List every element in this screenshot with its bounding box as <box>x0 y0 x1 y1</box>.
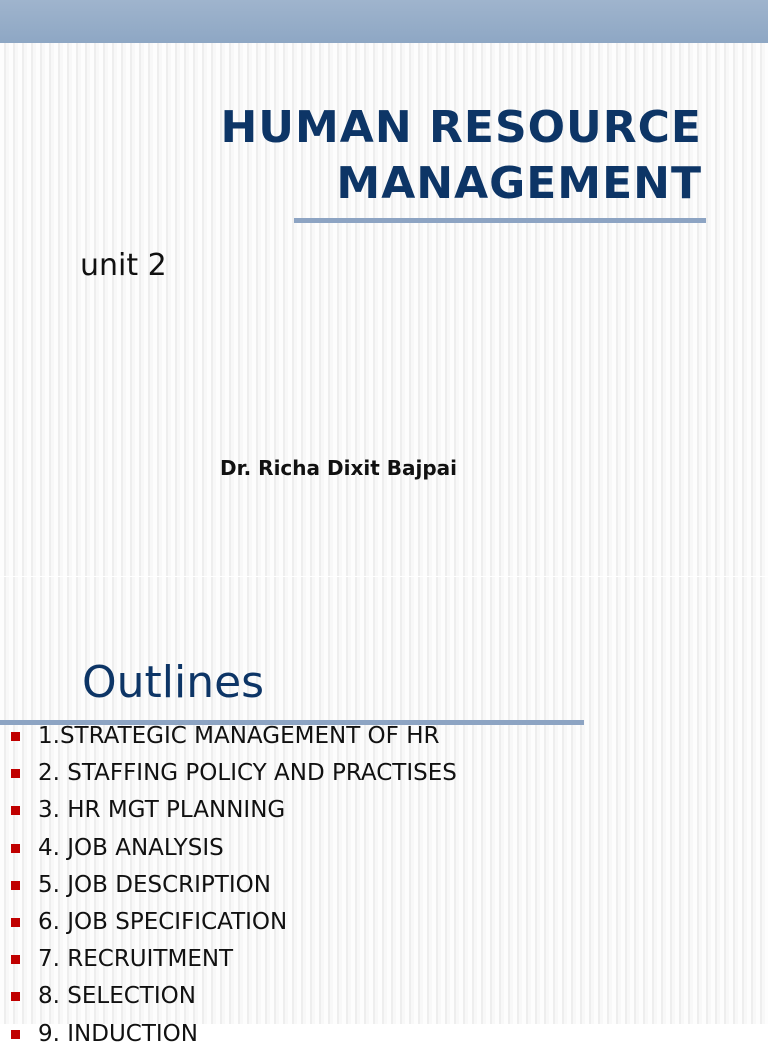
square-bullet-icon <box>11 769 20 778</box>
square-bullet-icon <box>11 955 20 964</box>
square-bullet-icon <box>11 806 20 815</box>
square-bullet-icon <box>11 992 20 1001</box>
author-name: Dr. Richa Dixit Bajpai <box>220 456 457 480</box>
outline-item-text: 5. JOB DESCRIPTION <box>38 871 271 898</box>
outline-item <box>0 941 457 978</box>
outline-item-text: 3. HR MGT PLANNING <box>38 797 286 824</box>
title-line-1: HUMAN RESOURCE <box>220 102 702 153</box>
slide-subtitle: unit 2 <box>80 248 167 283</box>
outline-list <box>0 718 457 1053</box>
slide-header-bar <box>0 0 768 43</box>
outline-item-text: 4. JOB ANALYSIS <box>38 834 224 861</box>
outline-item <box>0 978 457 1015</box>
square-bullet-icon <box>11 918 20 927</box>
square-bullet-icon <box>11 881 20 890</box>
square-bullet-icon <box>11 844 20 853</box>
slide-title <box>142 100 702 212</box>
outline-item <box>0 792 457 829</box>
outline-item-text: 7. RECRUITMENT <box>38 946 234 973</box>
outline-item <box>0 904 457 941</box>
outline-item <box>0 755 457 792</box>
outline-item <box>0 867 457 904</box>
outline-item <box>0 1016 457 1053</box>
square-bullet-icon <box>11 1030 20 1039</box>
outline-item <box>0 830 457 867</box>
outline-item-text: 1.STRATEGIC MANAGEMENT OF HR <box>38 723 440 749</box>
outline-item-text: 9. INDUCTION <box>38 1020 198 1047</box>
outline-slide <box>0 577 768 1047</box>
title-underline <box>294 218 706 223</box>
outline-heading: Outlines <box>82 657 265 708</box>
title-line-2: MANAGEMENT <box>336 158 702 209</box>
square-bullet-icon <box>11 732 20 741</box>
outline-item-text: 2. STAFFING POLICY AND PRACTISES <box>38 760 457 787</box>
outline-item-text: 6. JOB SPECIFICATION <box>38 908 288 935</box>
outline-item-text: 8. SELECTION <box>38 983 196 1010</box>
outline-item <box>0 718 457 755</box>
